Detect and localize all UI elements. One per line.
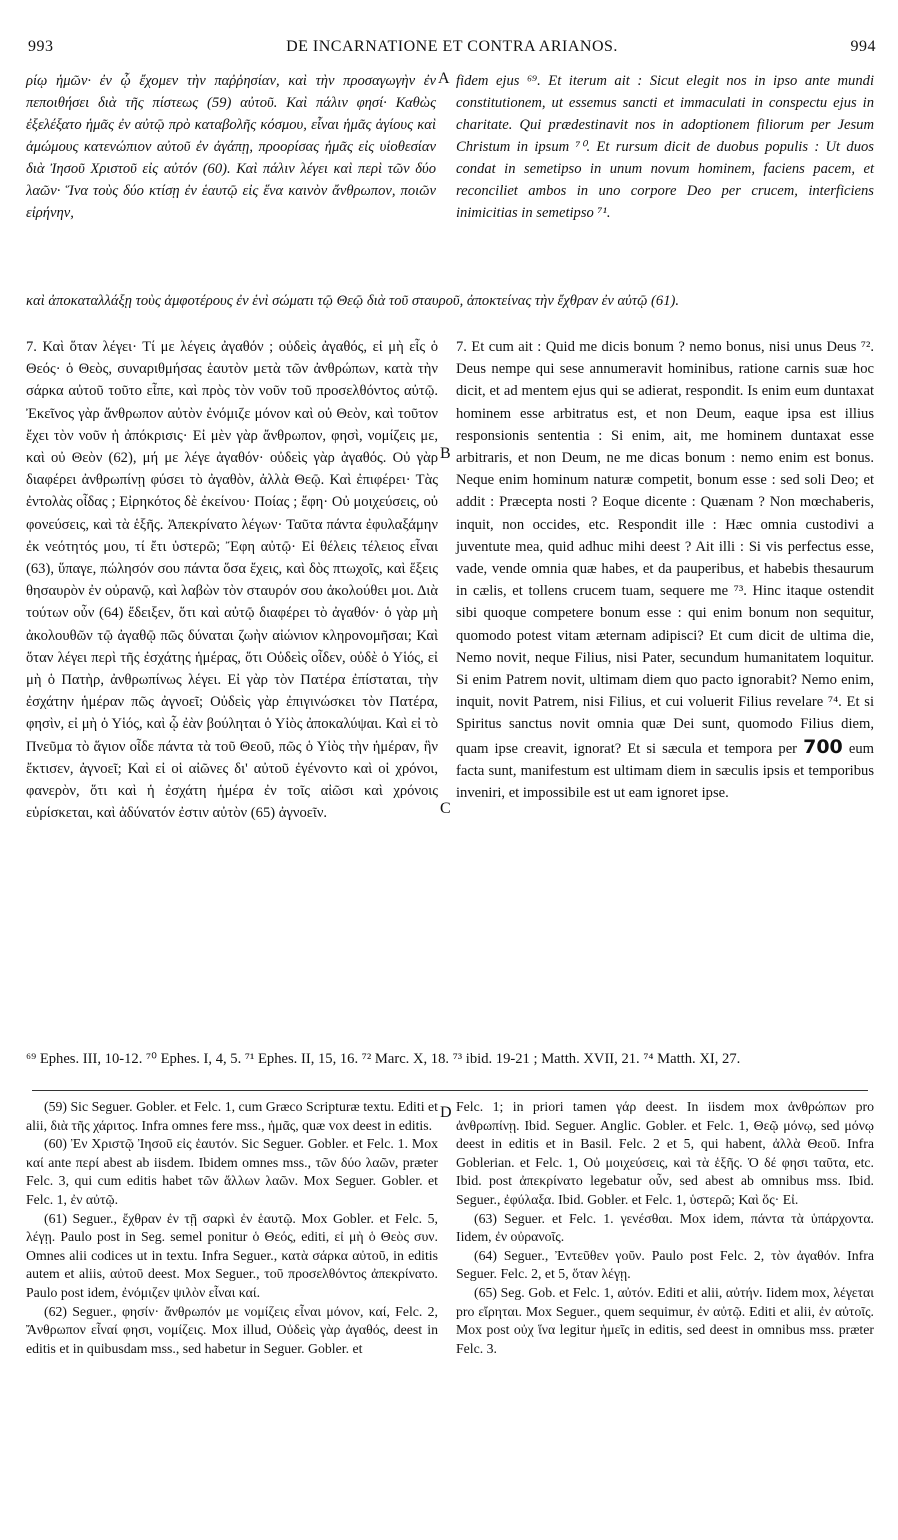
footnote-61: (61) Seguer., ἔχθραν ἐν τῇ σαρκὶ ἐν ἑαυτῷ. Mox Gobler. et Felc. 5, λέγῃ. Paulo post in Seg. semel ponitur ὁ Θεός, editi, εἰ μὴ ὁ Θεὸς συν. Omnes alii codices ut in textu. Infra Seguer., κατὰ σάρκα αὐτοῦ, in editis autem et aliis, αὐτοῦ deest. Mox Seguer., τοῦ προσελθόντος ἀπεκρίνατο. Paulo post idem, ἐνόμιζεν ψιλὸν εἶναι καί. xyxy=(26,1210,438,1300)
footnote-62: (62) Seguer., φησίν· ἄνθρωπόν με νομίζεις εἶναι μόνον, καί, Felc. 2, Ἄνθρωπον εἶναί φησι, νομίζεις. Mox illud, Οὐδεὶς γὰρ ἀγαθός, deest in editis et in quibusdam mss., sed habetur in Seguer. Gobler. et xyxy=(26,1303,438,1356)
greek-paragraph-top: ρίῳ ἡμῶν· ἐν ᾧ ἔχομεν τὴν παῤῥησίαν, καὶ τὴν προσαγωγὴν ἐν πεποιθήσει διὰ τῆς πίστεως (59) αὐτοῦ. Καὶ πάλιν φησί· Καθὼς ἐξελέξατο ἡμᾶς ἐν αὐτῷ πρὸ καταβολῆς κόσμου, εἶναι ἡμᾶς ἁγίους καὶ ἀμώμους κατενώπιον αὐτοῦ ἐν ἀγάπῃ, προορίσας ἡμᾶς εἰς υἱοθεσίαν διὰ Ἰησοῦ Χριστοῦ εἰς αὐτόν (60). Καὶ πάλιν λέγει καὶ περὶ τῶν δύο λαῶν· Ἵνα τοὺς δύο κτίσῃ ἐν ἑαυτῷ εἰς ἕνα καινὸν ἄνθρωπον, ποιῶν εἰρήνην, xyxy=(26,73,436,221)
footnote-64: (64) Seguer., Ἐντεῦθεν γοῦν. Paulo post Felc. 2, τὸν ἀγαθόν. Infra Seguer. Felc. 2, et 5, ὅταν λέγῃ. xyxy=(456,1247,874,1282)
section-marker-a: A xyxy=(438,70,450,87)
section-marker-d: D xyxy=(440,1104,452,1121)
greek-paragraph-spanning: καὶ ἀποκαταλλάξῃ τοὺς ἀμφοτέρους ἐν ἑνὶ σώματι τῷ Θεῷ διὰ τοῦ σταυροῦ, ἀποκτείνας τὴν ἔχθραν ἐν αὐτῷ (61). xyxy=(26,293,680,309)
footnote-62-continued: Felc. 1; in priori tamen γάρ deest. In iisdem mox ἀνθρώπων pro ἀνθρωπίνῃ. Ibid. Seguer. Anglic. Gobler. et Felc. 1, Θεῷ μόνῳ, sed μόνῳ deest in editis et in Basil. Felc. 2 et 5, qui habent, ἀλλὰ Θεοῦ. Infra Goblerian. et Felc. 1, Οὐ μοιχεύσεις, καὶ τὰ ἑξῆς. Ὁ δέ φησι ταῦτα, etc. Ibid. post ἀπεκρίνατο legebatur οὖν, sed abest ab omnibus mss. Ibid. Seguer., ἐφύλαξα. Ibid. Gobler. et Felc. 1, ὑστερῶ; Καὶ ὅς· Εἰ. xyxy=(456,1099,874,1207)
scripture-references xyxy=(26,1048,874,1070)
latin-section-7-part-1: 7. Et cum ait : Quid me dicis bonum ? nemo bonus, nisi unus Deus ⁷². Deus nempe qui sese annumeravit hominibus, ratione carnis suæ hoc dicit, et ad mentem ejus qui se adierat, respondit. Is enim eum duntaxat hominem esse arbitratus est, et non Deum, eaque ipsa est illius responsionis sententia : Si enim, ait, me hominem duntaxat esse arbitraris, et non Deum, ne me dicas bonum : nemo enim est bonus. Neque enim hominum naturæ competit, bonum esse : sed soli Deo; et addit : Præcepta nosti ? Eoque dicente : Quænam ? Non mœchaberis, inquit, non occides, etc. Respondit ille : Hæc omnia custodivi a juventute mea, quid adhuc mihi deest ? Ait illi : Si vis perfectus esse, vade, vende omnia quæ habes, et da pauperibus, et habebis thesaurum in cælis, et tollens crucem tuam, sequere me ⁷³. Hinc itaque ostendit sibi quoque competere bonum esse : qui enim bonum non sequitur, quomodo potest vitam æternam adipisci? Et cum dicit de ultima die, Nemo novit, neque Filius, nisi Pater, secundum humanitatem loquitur. Si enim Patrem novit, ultimam diem quo pacto ignorabit? Nemo enim, inquit, novit Patrem, nisi Filius, et cui voluerit Filius revelare ⁷⁴. Et si Spiritus sanctus novit omnia quæ Dei sunt, quomodo Filius diem, quam ipse creavit, ignorat? Et si sæcula et tempora per xyxy=(456,339,874,757)
column-number-700: 700 xyxy=(803,735,843,758)
latin-paragraph-section-7 xyxy=(456,336,874,804)
footnote-63: (63) Seguer. et Felc. 1. γενέσθαι. Mox idem, πάντα τὰ ὑπάρχοντα. Iidem, ἐν οὐρανοῖς. xyxy=(456,1210,874,1245)
greek-text-section-7 xyxy=(26,336,438,824)
latin-text-top xyxy=(456,70,874,224)
footnote-divider xyxy=(32,1090,868,1091)
section-marker-b: B xyxy=(440,445,451,462)
footnote-60: (60) Ἐν Χριστῷ Ἰησοῦ εἰς ἑαυτόν. Sic Seguer. Gobler. et Felc. 1. Mox καί ante περί abest ab iisdem. Ibidem omnes mss., τῶν δύο λαῶν, præter Felc. 3, qui cum editis habet τῶν ἄλλων λαῶν. Mox Seguer. Gobler. et Felc. 1, ἐν αὐτῷ. xyxy=(26,1136,438,1207)
greek-text-spanning xyxy=(26,290,874,312)
page-number-right: 994 xyxy=(850,38,876,55)
latin-section-7-part-2: eum facta sunt, manifestum est ultimam diem in sæculis ipsis et temporibus inveniri, et impossibile est ut eam ignoret ipse. xyxy=(456,740,874,802)
footnote-59: (59) Sic Seguer. Gobler. et Felc. 1, cum Græco Scripturæ textu. Editi et alii, διὰ τῆς χάριτος. Infra omnes fere mss., ἡμᾶς, quæ vox deest in editis. xyxy=(26,1099,438,1133)
running-header xyxy=(28,38,876,60)
footnotes-left-column xyxy=(26,1098,438,1358)
page-number-left: 993 xyxy=(28,38,54,55)
latin-paragraph-top: fidem ejus ⁶⁹. Et iterum ait : Sicut elegit nos in ipso ante mundi constitutionem, ut essemus sancti et immaculati in conspectu ejus in charitate. Qui prædestinavit nos in adoptionem filiorum per Jesum Christum in ipsum ⁷⁰. Et rursum dicit de duobus populis : Ut duos condat in semetipso in unum novum hominem, faciens pacem, et reconciliet ambos in uno corpore Deo per crucem, interficiens inimicitias in semetipso ⁷¹. xyxy=(456,73,874,221)
scripture-reference-line: ⁶⁹ Ephes. III, 10-12. ⁷⁰ Ephes. I, 4, 5. ⁷¹ Ephes. II, 15, 16. ⁷² Marc. X, 18. ⁷³ ibid. 19-21 ; Matth. XVII, 21. ⁷⁴ Matth. XI, 27. xyxy=(26,1051,741,1067)
greek-text-top xyxy=(26,70,436,224)
latin-text-section-7 xyxy=(456,336,874,804)
greek-paragraph-section-7: 7. Καὶ ὅταν λέγει· Τί με λέγεις ἀγαθόν ; οὐδεὶς ἀγαθός, εἰ μὴ εἷς ὁ Θεός· ὁ Θεὸς, συναριθμήσας ἑαυτὸν μετὰ τῶν ἀνθρώπων, κατὰ τὴν σάρκα αὐτοῦ τοῦτο εἶπε, καὶ πρὸς τὸν νοῦν τοῦ προσελθόντος αὐτῷ. Ἐκεῖνος γὰρ ἄνθρωπον αὐτὸν ἐνόμιζε μόνον καὶ οὐ Θεὸν, καὶ τοῦτον ἔχει τὸν νοῦν ἡ ἀπόκρισις· Εἰ μὲν γὰρ ἄνθρωπον, φησὶ, νομίζεις με, καὶ οὐ Θεὸν (62), μή με λέγε ἀγαθόν· οὐδεὶς γὰρ ἀγαθός. Οὐ γὰρ διαφέρει ἀνθρωπίνῃ φύσει τὸ ἀγαθὸν, ἀλλὰ Θεῷ. Καὶ ἐπιφέρει· Τὰς ἐντολὰς οἶδας ; Εἰρηκότος δὲ ἐκείνου· Ποίας ; ἔφη· Οὐ μοιχεύσεις, οὐ φονεύσεις, καὶ τὰ ἑξῆς. Ἀπεκρίνατο λέγων· Ταῦτα πάντα ἐφυλαξάμην ἐκ νεότητός μου, τί ἔτι ὑστερῶ; Ἔφη αὐτῷ· Εἰ θέλεις τέλειος εἶναι (63), ὕπαγε, πώλησόν σου πάντα ὅσα ἔχεις, καὶ δὸς πτωχοῖς, καὶ ἕξεις θησαυρὸν ἐν οὐρανῷ, καὶ λαβὼν τὸν σταυρόν σου ἀκολούθει μοι. Διὰ τούτων οὖν (64) ἔδειξεν, ὅτι καὶ αὐτῷ διαφέρει τὸ ἀγαθόν· ὁ γὰρ μὴ ἀκολουθῶν τῷ ἀγαθῷ πῶς δύναται ζωὴν αἰώνιον κληρονομῆσαι; Καὶ ὅταν λέγει περὶ τῆς ἐσχάτης ἡμέρας, ὅτι Οὐδεὶς οἶδεν, οὐδὲ ὁ Υἱός, εἰ μὴ ὁ Πατὴρ, ἀνθρωπίνως λέγει. Εἰ γὰρ τὸν Πατέρα ἐπίσταται, τὴν ἐσχάτην ἡμέραν πῶς ἀγνοεῖ; Οὐδεὶς γὰρ ἐπιγινώσκει τὸν Πατέρα, φησὶν, εἰ μὴ ὁ Υἱός, καὶ ᾧ ἐὰν βούληται ὁ Υἱὸς ἀποκαλύψαι. Καὶ εἰ τὸ Πνεῦμα τὸ ἅγιον οἶδε πάντα τὰ τοῦ Θεοῦ, πῶς ὁ Υἱὸς τὴν ἡμέραν, ἣν ἔκτισεν, ἀγνοεῖ; Καὶ εἰ οἱ αἰῶνες δι' αὐτοῦ ἐγένοντο καὶ οἱ χρόνοι, φανερὸν, ὅτι καὶ ἡ ἐσχάτη ἡμέρα ἐν τοῖς αἰῶσι καὶ χρόνοις εὑρίσκεται, καὶ ἀδύνατόν ἐστιν αὐτὸν (65) ἀγνοεῖν. xyxy=(26,339,438,822)
footnote-65: (65) Seg. Gob. et Felc. 1, αὐτόν. Editi et alii, αὐτήν. Iidem mox, λέγεται pro εἴρηται. Mox Seguer., quem sequimur, ἐν αὐτῷ. Editi et alii, ἐν αὐτοῖς. Mox post οὐχ ἵνα legitur ἡμεῖς in editis, sed deest in omnibus mss. præter Felc. 3. xyxy=(456,1284,874,1356)
section-marker-c: C xyxy=(440,800,451,817)
running-title: DE INCARNATIONE ET CONTRA ARIANOS. xyxy=(286,38,618,55)
footnotes-right-column xyxy=(456,1098,874,1358)
